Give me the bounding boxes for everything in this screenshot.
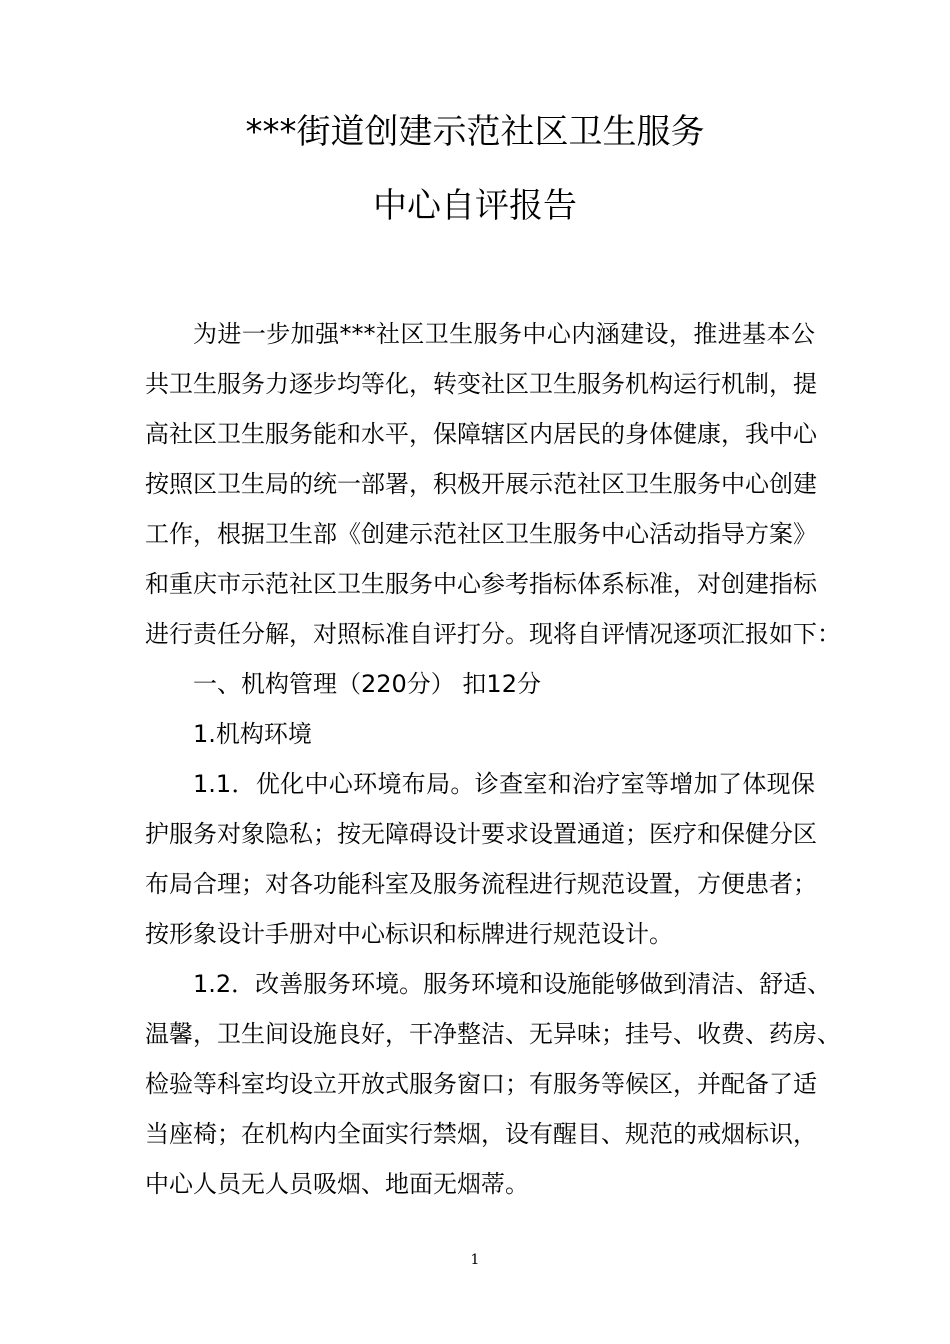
document-body bbox=[145, 309, 841, 1209]
body-line: 按形象设计手册对中心标识和标牌进行规范设计。 bbox=[145, 920, 673, 948]
document-title-line-2: 中心自评报告 bbox=[373, 186, 577, 226]
body-line: 和重庆市示范社区卫生服务中心参考指标体系标准，对创建指标 bbox=[145, 570, 817, 598]
body-line: 高社区卫生服务能和水平，保障辖区内居民的身体健康，我中心 bbox=[145, 420, 817, 448]
body-line: 温馨，卫生间设施良好，干净整洁、无异味；挂号、收费、药房、 bbox=[145, 1020, 841, 1048]
body-line: 护服务对象隐私；按无障碍设计要求设置通道；医疗和保健分区 bbox=[145, 820, 817, 848]
body-line: 共卫生服务力逐步均等化，转变社区卫生服务机构运行机制，提 bbox=[145, 370, 817, 398]
body-line: 检验等科室均设立开放式服务窗口；有服务等候区，并配备了适 bbox=[145, 1070, 817, 1098]
body-line: 布局合理；对各功能科室及服务流程进行规范设置，方便患者； bbox=[145, 870, 817, 898]
body-line: 当座椅；在机构内全面实行禁烟，设有醒目、规范的戒烟标识， bbox=[145, 1120, 817, 1148]
body-line: 1.1．优化中心环境布局。诊查室和治疗室等增加了体现保 bbox=[193, 770, 815, 798]
body-line: 按照区卫生局的统一部署，积极开展示范社区卫生服务中心创建 bbox=[145, 470, 817, 498]
body-line: 为进一步加强***社区卫生服务中心内涵建设，推进基本公 bbox=[193, 320, 815, 348]
body-line: 进行责任分解，对照标准自评打分。现将自评情况逐项汇报如下： bbox=[145, 620, 841, 648]
body-line: 中心人员无人员吸烟、地面无烟蒂。 bbox=[145, 1170, 529, 1198]
subsection-heading: 1.机构环境 bbox=[193, 720, 312, 748]
body-line: 1.2．改善服务环境。服务环境和设施能够做到清洁、舒适、 bbox=[193, 970, 832, 998]
page-number: 1 bbox=[470, 1252, 480, 1268]
section-heading: 一、机构管理（220分） 扣12分 bbox=[193, 670, 541, 698]
body-line: 工作，根据卫生部《创建示范社区卫生服务中心活动指导方案》 bbox=[145, 520, 817, 548]
document-title-line-1: ***街道创建示范社区卫生服务 bbox=[245, 112, 705, 152]
